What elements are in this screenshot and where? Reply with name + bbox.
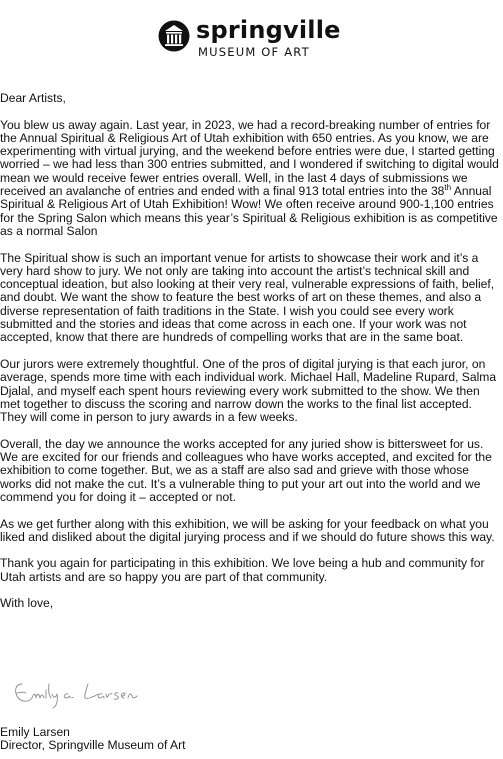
- signer-title: Director, Springville Museum of Art: [0, 738, 186, 753]
- museum-building-icon: [158, 20, 190, 52]
- closing: With love,: [0, 596, 54, 611]
- text-line: the Annual Spiritual & Religious Art of Utah exhibition with 650 entries. As you know, we are: [0, 130, 489, 145]
- text-line: liked and disliked about the digital jurying process and if we should do future shows this way.: [0, 529, 495, 544]
- text-fragment: Annual: [451, 184, 492, 199]
- text-line: worried – we had less than 300 entries submitted, and I wondered if switching to digital would: [0, 157, 499, 172]
- text-line: submitted and the stories and ideas that come across in each one. If your work was not: [0, 317, 467, 332]
- text-line: commend you for doing it – accepted or not.: [0, 489, 236, 504]
- text-line: conceptual ideation, but also looking at their very real, vulnerable expressions of faith, belief,: [0, 277, 495, 292]
- signer-block: [0, 726, 186, 753]
- paragraph-1: [0, 119, 503, 239]
- brand-name: springville: [196, 16, 341, 44]
- text-line: [0, 185, 503, 198]
- text-line: met together to discuss the scoring and narrow down the works to the final list accepted.: [0, 396, 472, 411]
- paragraph-2: [0, 252, 503, 345]
- text-line: Our jurors were extremely thoughtful. One of the pros of digital jurying is that each juror, on: [0, 356, 486, 371]
- text-line: As we get further along with this exhibition, we will be asking for your feedback on what you: [0, 516, 489, 531]
- text-line: experimenting with virtual jurying, and the weekend before entries were due, I started getting: [0, 144, 495, 159]
- handwritten-signature: [8, 676, 168, 712]
- text-line: diverse representation of faith traditions in the State. I wish you could see every work: [0, 303, 454, 318]
- text-line: accepted, know that there are hundreds of compelling works that are in the same boat.: [0, 330, 464, 345]
- text-line: Spiritual & Religious Art of Utah Exhibition! Wow! We often receive around 900-1,100 entries: [0, 197, 494, 212]
- text-line: exhibition to come together. But, we as a staff are also sad and grieve with those whose: [0, 463, 470, 478]
- paragraph-5: [0, 518, 503, 545]
- paragraph-3: [0, 358, 503, 424]
- paragraph-4: [0, 438, 503, 504]
- text-line: The Spiritual show is such an important venue for artists to showcase their work and it’s a: [0, 250, 479, 265]
- text-line: average, spends more time with each individual work. Michael Hall, Madeline Rupard, Salma: [0, 370, 497, 385]
- salutation: Dear Artists,: [0, 91, 66, 105]
- ordinal-suffix: th: [444, 183, 452, 193]
- text-line: We are excited for our friends and colleagues who have works accepted, and excited for the: [0, 450, 492, 465]
- text-line: and doubt. We want the show to feature the best works of art on these themes, and also a: [0, 290, 482, 305]
- text-line: Djalal, and myself each spent hours reviewing every work submitted to the show. We then: [0, 383, 480, 398]
- letter-body: [0, 92, 503, 624]
- text-line: Thank you again for participating in this exhibition. We love being a hub and community for: [0, 556, 485, 571]
- text-line: works did not make the cut. It’s a vulnerable thing to put your art out into the world and we: [0, 476, 481, 491]
- text-line: for the Spring Salon which means this year’s Spiritual & Religious exhibition is as competitive: [0, 210, 498, 225]
- brand-subtitle: MUSEUM OF ART: [198, 45, 310, 59]
- text-line: very hard show to jury. We not only are taking into account the artist’s technical skill and: [0, 263, 470, 278]
- text-fragment: received an avalanche of entries and ended with a final 913 total entries into the 38: [0, 184, 445, 199]
- text-line: You blew us away again. Last year, in 2023, we had a record-breaking number of entries for: [0, 117, 491, 132]
- text-line: mean we would receive fewer entries overall. Well, in the last 4 days of submissions we: [0, 170, 468, 185]
- paragraph-6: [0, 557, 503, 584]
- text-line: as a normal Salon: [0, 223, 98, 238]
- museum-logo: [158, 6, 358, 62]
- text-line: Utah artists and are so happy you are part of that community.: [0, 569, 328, 584]
- text-line: They will come in person to jury awards in a few weeks.: [0, 410, 298, 425]
- text-line: Overall, the day we announce the works accepted for any juried show is bittersweet for us.: [0, 436, 484, 451]
- signer-name: Emily Larsen: [0, 725, 70, 739]
